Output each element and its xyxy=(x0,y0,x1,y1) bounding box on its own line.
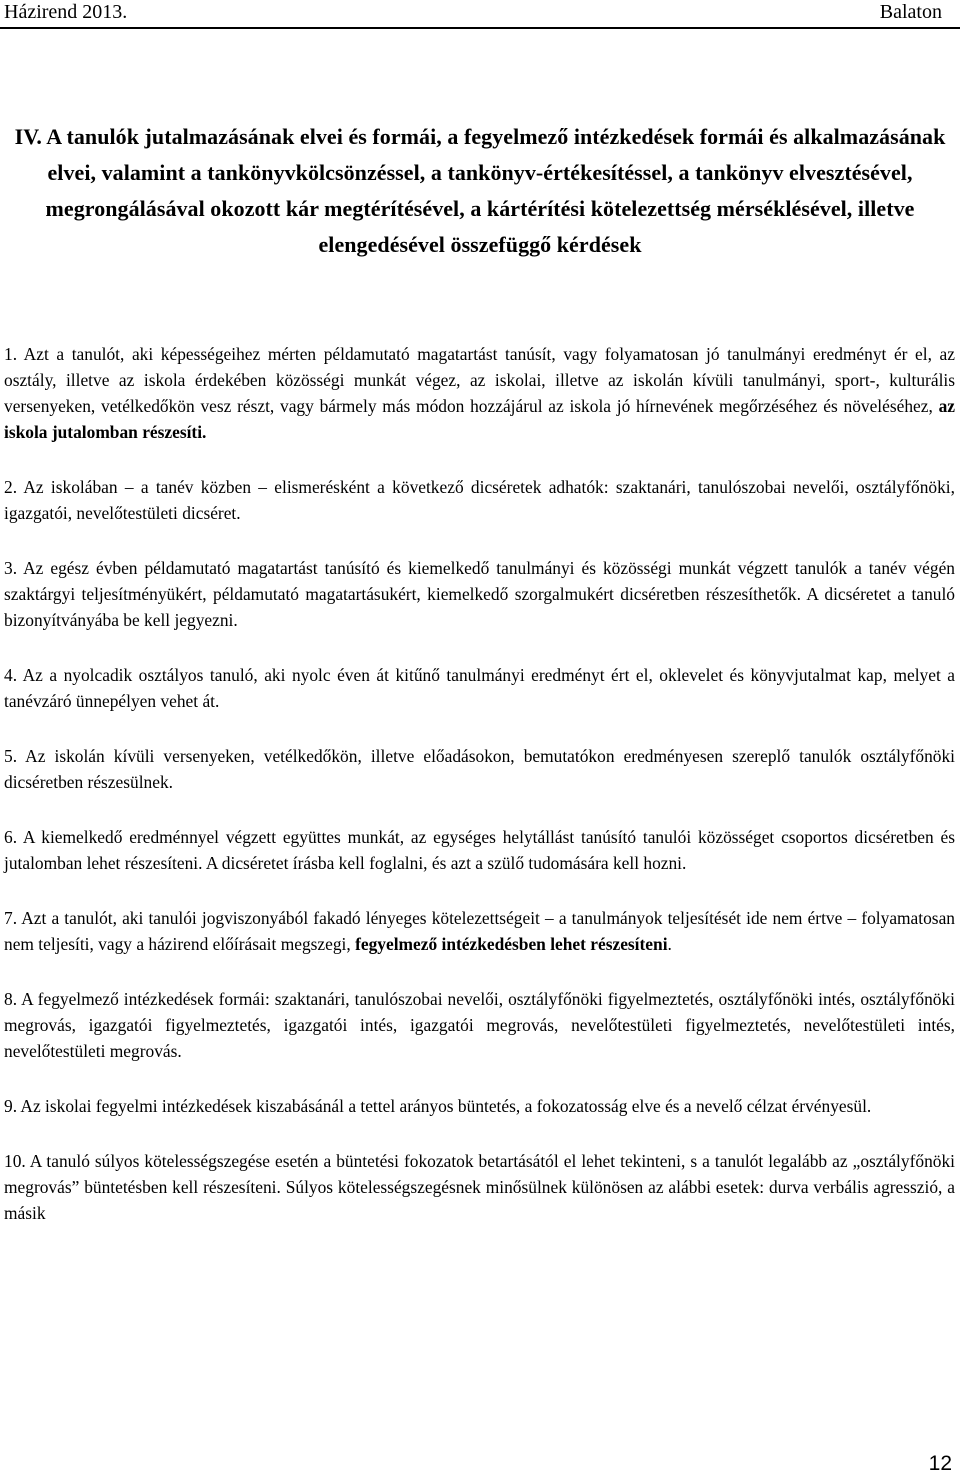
paragraph-6 xyxy=(4,824,955,876)
paragraph-text: 6. A kiemelkedő eredménnyel végzett együttes munkát, az egységes helytállást tanúsító tanulói közösséget csoportos dicséretben és jutalomban lehet részesíteni. A dicséretet írásba kell foglalni, és azt a szülő tudomására kell hozni. xyxy=(4,827,955,873)
paragraph-4 xyxy=(4,662,955,714)
paragraph-5 xyxy=(4,743,955,795)
paragraph-text: 10. A tanuló súlyos kötelességszegése esetén a büntetési fokozatok betartásától el lehet tekinteni, s a tanulót legalább az „osztályfőnöki megrovás” büntetésben kell részesíteni. Súlyos kötelességszegésnek minősülnek különösen az alábbi esetek: durva verbális agresszió, a másik xyxy=(4,1151,955,1223)
paragraph-8 xyxy=(4,986,955,1064)
paragraph-text: 3. Az egész évben példamutató magatartást tanúsító és kiemelkedő tanulmányi és közösségi munkát végzett tanulók a tanév végén szaktárgyi teljesítményükért, példamutató magatartásukért, kiemelkedő szorgalmukért dicséretben részesíthetők. A dicséretet a tanuló bizonyítványába be kell jegyezni. xyxy=(4,558,955,630)
paragraph-9 xyxy=(4,1093,955,1119)
paragraph-7 xyxy=(4,905,955,957)
paragraph-text: 4. Az a nyolcadik osztályos tanuló, aki nyolc éven át kitűnő tanulmányi eredményt ért el, oklevelet és könyvjutalmat kap, melyet a tanévzáró ünnepélyen vehet át. xyxy=(4,665,955,711)
paragraph-10 xyxy=(4,1148,955,1226)
header-document-title: Házirend 2013. xyxy=(4,1,128,23)
paragraph-text: 1. Azt a tanulót, aki képességeihez mérten példamutató magatartást tanúsít, vagy folyamatosan jó tanulmányi eredményt ér el, az osztály, illetve az iskola érdekében közösségi munkát végez, az iskolai, illetve az iskolán kívüli tanulmányi, sport-, kulturális versenyeken, vetélkedőkön vesz részt, vagy bármely más módon hozzájárul az iskola jó hírnevének megőrzéséhez és növeléséhez, xyxy=(4,344,955,416)
page-number: 12 xyxy=(928,1452,952,1475)
paragraph-text: 8. A fegyelmező intézkedések formái: szaktanári, tanulószobai nevelői, osztályfőnöki figyelmeztetés, osztályfőnöki intés, osztályfőnöki megrovás, igazgatói figyelmeztetés, igazgatói intés, igazgatói megrovás, nevelőtestületi figyelmeztetés, nevelőtestületi intés, nevelőtestületi megrovás. xyxy=(4,989,955,1061)
paragraph-1 xyxy=(4,341,955,445)
document-body xyxy=(4,341,955,1255)
page-header xyxy=(0,0,960,30)
paragraph-text: 7. Azt a tanulót, aki tanulói jogviszonyából fakadó lényeges kötelezettségeit – a tanulmányok teljesítését ide nem értve – folyamatosan nem teljesíti, vagy a házirend előírásait megszegi, xyxy=(4,908,955,954)
paragraph-bold-text: fegyelmező intézkedésben lehet részesíteni xyxy=(355,934,668,954)
paragraph-trailing-text: . xyxy=(667,934,672,954)
paragraph-bold-text: az iskola jutalomban részesíti. xyxy=(4,396,955,442)
paragraph-2 xyxy=(4,474,955,526)
paragraph-3 xyxy=(4,555,955,633)
paragraph-text: 2. Az iskolában – a tanév közben – elismerésként a következő dicséretek adhatók: szaktanári, tanulószobai nevelői, osztályfőnöki, igazgatói, nevelőtestületi dicséret. xyxy=(4,477,955,523)
header-school-name: Balaton xyxy=(879,1,942,23)
paragraph-text: 5. Az iskolán kívüli versenyeken, vetélkedőkön, illetve előadásokon, bemutatókon eredményesen szereplő tanulók osztályfőnöki dicséretben részesülnek. xyxy=(4,746,955,792)
header-divider xyxy=(0,27,960,29)
section-title: IV. A tanulók jutalmazásának elvei és formái, a fegyelmező intézkedések formái és alkalmazásának elvei, valamint a tankönyvkölcsönzéssel, a tankönyv-értékesítéssel, a tankönyv elvesztésével, megrongálásával okozott kár megtérítésével, a kártérítési kötelezettség mérséklésével, illetve elengedésével összefüggő kérdések xyxy=(14,124,946,257)
paragraph-text: 9. Az iskolai fegyelmi intézkedések kiszabásánál a tettel arányos büntetés, a fokozatosság elve és a nevelő célzat érvényesül. xyxy=(4,1096,872,1116)
